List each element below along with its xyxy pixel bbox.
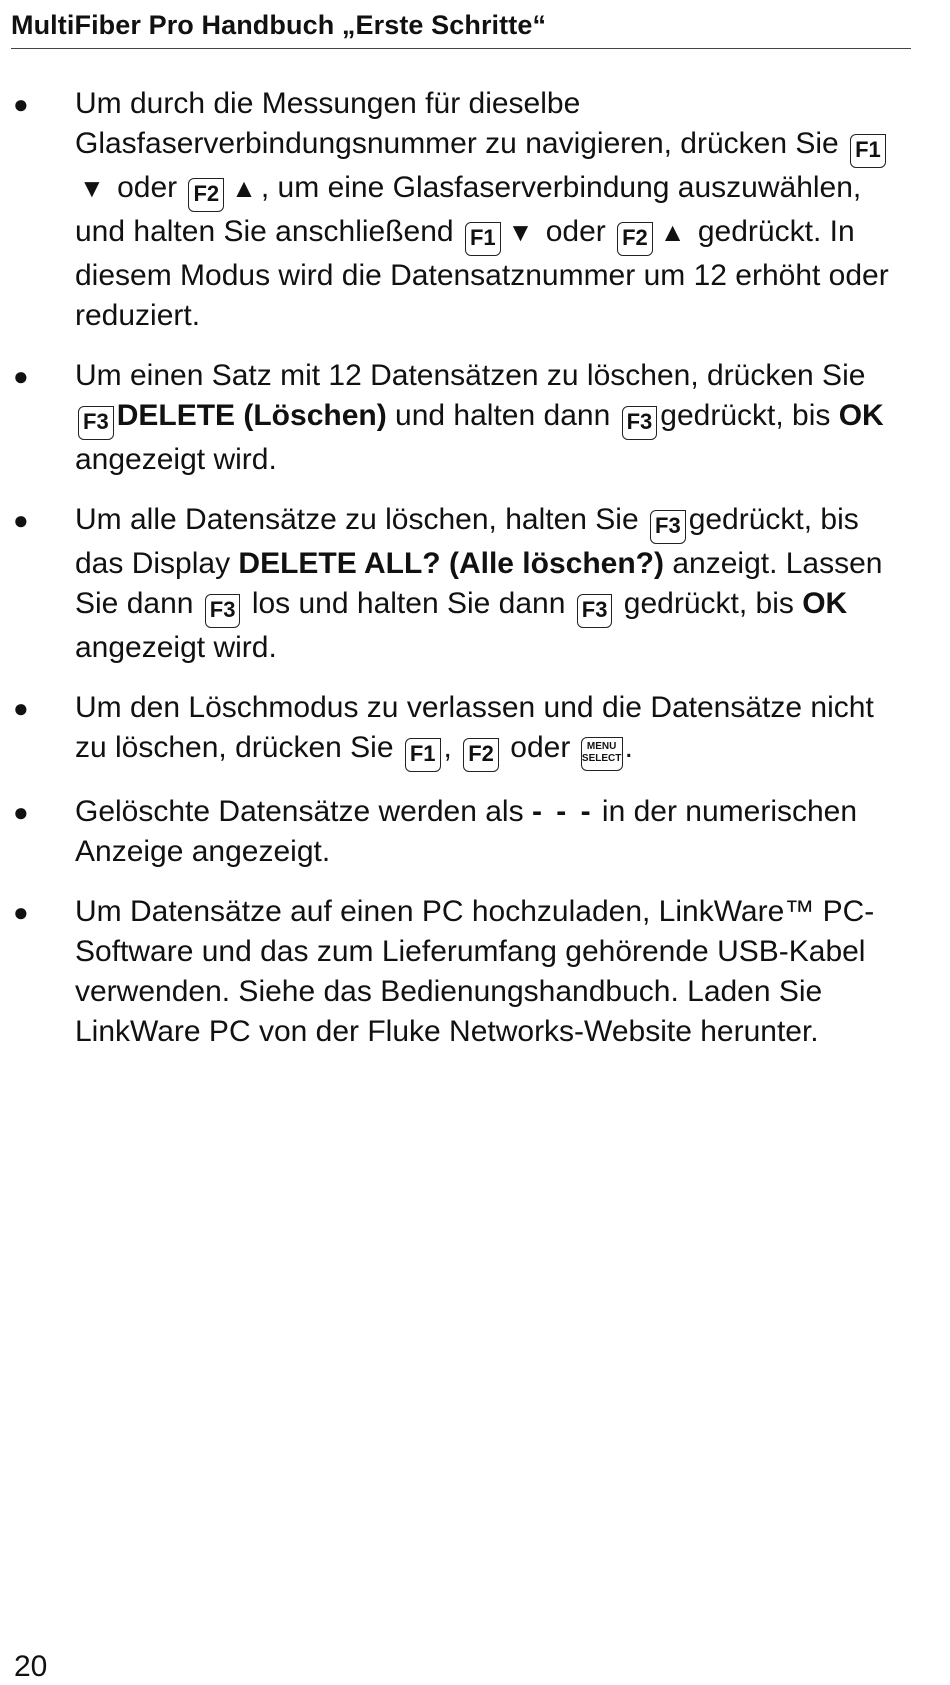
menu-key-label: MENU [586, 741, 617, 752]
bullet-icon: ● [13, 693, 29, 723]
f1-key-icon: F1 [850, 134, 886, 168]
header-title: MultiFiber Pro Handbuch „Erste Schritte“ [11, 10, 547, 40]
menu-select-key-icon [581, 737, 623, 771]
item-text: angezeigt wird. [75, 443, 277, 476]
item-text-bold: DELETE ALL? (Alle löschen?) [238, 547, 664, 580]
item-text-bold: OK [802, 587, 848, 620]
item-text: gedrückt. In diesem Modus wird die Datensatznummer um 12 erhöht oder reduziert. [75, 215, 889, 332]
bullet-list [0, 84, 950, 1072]
item-text: , [443, 731, 452, 764]
item-text: anzeigt. Lassen Sie dann [75, 547, 883, 620]
f3-key-icon: F3 [78, 406, 114, 440]
f2-key-icon: F2 [617, 222, 653, 256]
list-item [0, 84, 925, 336]
item-text: gedrückt, bis [623, 587, 794, 620]
item-text: und halten dann [395, 399, 611, 432]
bullet-icon: ● [13, 897, 29, 927]
item-text: . [624, 731, 633, 764]
arrow-down-icon: ▼ [507, 217, 534, 247]
arrow-up-icon: ▲ [659, 217, 686, 247]
item-text: los und halten Sie dann [251, 587, 566, 620]
arrow-down-icon: ▼ [79, 173, 105, 203]
bullet-icon: ● [13, 505, 29, 535]
item-text: oder [510, 731, 571, 764]
item-text: Um den Löschmodus zu verlassen und die Datensätze nicht zu löschen, drücken Sie [75, 691, 874, 764]
item-text-bold: DELETE (Löschen) [116, 399, 387, 432]
item-text: Um durch die Messungen für dieselbe Glasfaserverbindungsnummer zu navigieren, drücken Sie [75, 87, 839, 160]
item-text: gedrückt, bis das Display [75, 503, 859, 580]
f3-key-icon: F3 [650, 510, 686, 544]
list-item [0, 356, 925, 480]
list-item [0, 892, 925, 1052]
item-text: Um Datensätze auf einen PC hochzuladen, LinkWare™ PC-Software und das zum Lieferumfang gehörende USB-Kabel verwenden. Siehe das Bedienungshandbuch. Laden Sie LinkWare PC von der Fluke Networks-Website herunter. [75, 895, 875, 1048]
bullet-icon: ● [13, 89, 29, 119]
arrow-up-icon: ▲ [231, 173, 257, 203]
item-text-bold: OK [838, 399, 884, 432]
item-text: Um einen Satz mit 12 Datensätzen zu löschen, drücken Sie [75, 359, 866, 392]
item-text: oder [545, 215, 606, 248]
f1-key-icon: F1 [405, 738, 441, 772]
f3-key-icon: F3 [622, 406, 658, 440]
page-number: 20 [14, 1650, 48, 1683]
f2-key-icon: F2 [188, 178, 224, 212]
f3-key-icon: F3 [577, 594, 613, 628]
deleted-record-dashes: - - - [531, 795, 594, 828]
f1-key-icon: F1 [465, 222, 501, 256]
bullet-icon: ● [13, 797, 29, 827]
list-item [0, 688, 925, 772]
f3-key-icon: F3 [205, 594, 241, 628]
page-header [11, 8, 911, 49]
item-text: in der numerischen Anzeige angezeigt. [75, 795, 858, 868]
item-text: Gelöschte Datensätze werden als [75, 795, 524, 828]
item-text: oder [117, 171, 178, 204]
select-key-label: SELECT [581, 753, 622, 764]
list-item [0, 792, 925, 872]
list-item [0, 500, 925, 668]
item-text: , um eine Glasfaserverbindung auszuwählen, und halten Sie anschließend [75, 171, 862, 248]
item-text: Um alle Datensätze zu löschen, halten Sie [75, 503, 639, 536]
item-text: gedrückt, bis [660, 399, 831, 432]
bullet-icon: ● [13, 361, 29, 391]
f2-key-icon: F2 [463, 738, 499, 772]
item-text: angezeigt wird. [75, 631, 277, 664]
